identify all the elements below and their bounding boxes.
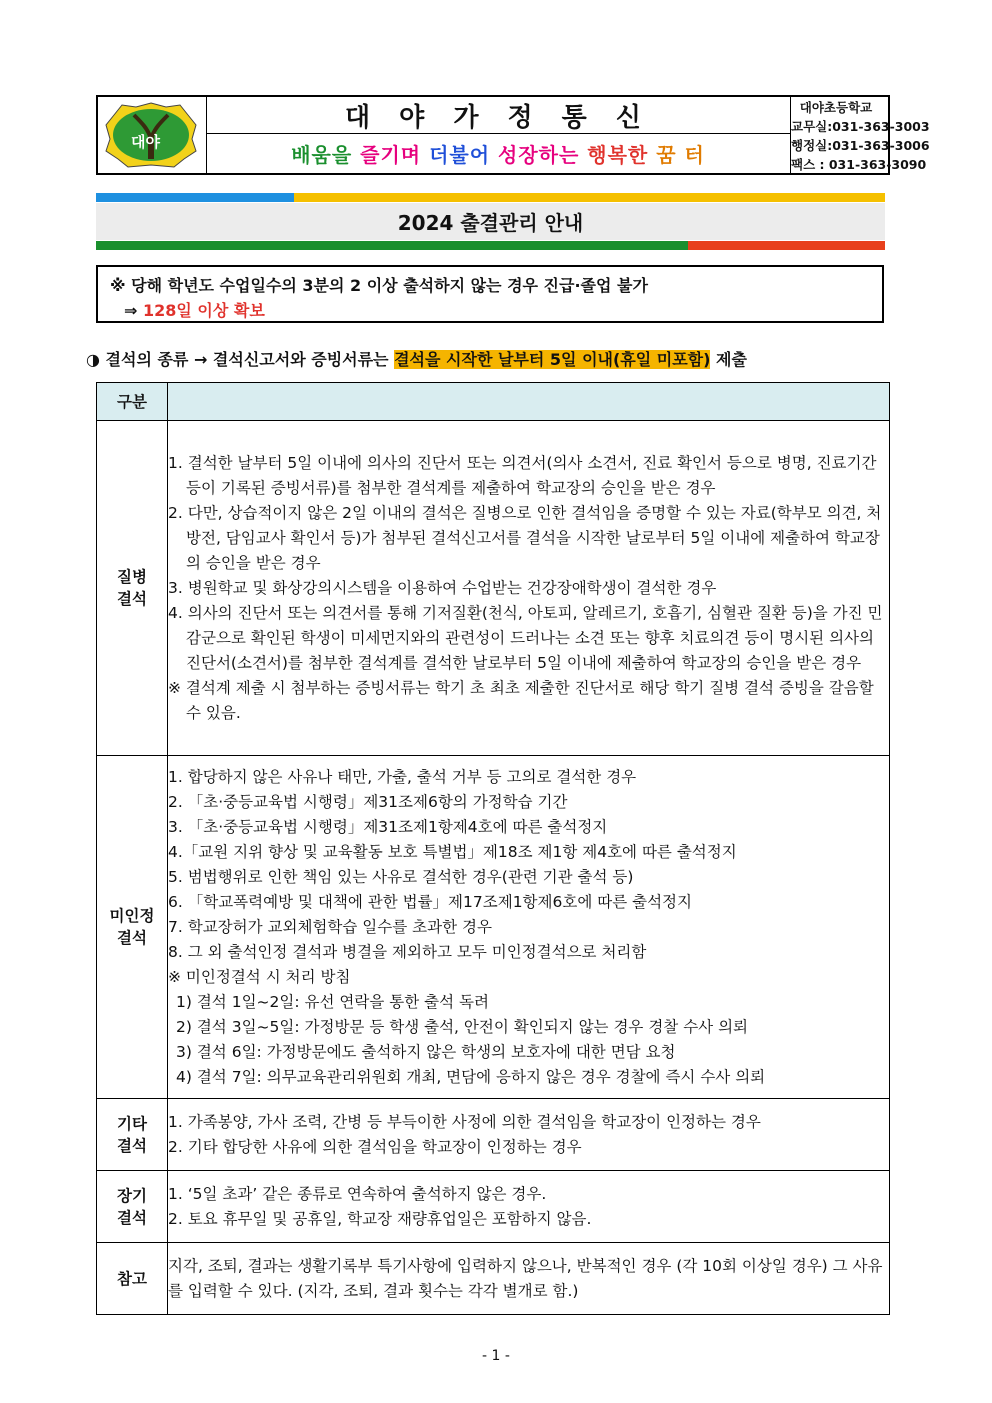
section-suffix: 제출: [710, 350, 747, 369]
motto-word: 배움을: [291, 143, 353, 167]
content-line: 7. 학교장허가 교외체험학습 일수를 초과한 경우: [168, 917, 492, 936]
notice-box: [96, 265, 884, 323]
row-category: [97, 1099, 168, 1171]
table-header-row: [97, 383, 890, 421]
category-line: 결석: [117, 590, 147, 608]
category-line: 결석: [117, 929, 147, 947]
table-row: [97, 756, 890, 1099]
section-prefix: ◑ 결석의 종류 → 결석신고서와 증빙서류는: [86, 350, 395, 369]
motto-word: 성장하는: [498, 143, 580, 167]
page-number: - 1 -: [482, 1348, 510, 1364]
content-line: 5. 범법행위로 인한 책임 있는 사유로 결석한 경우(관련 기관 출석 등): [168, 867, 634, 886]
school-name: 대야초등학교: [799, 100, 873, 115]
content-sub-line: 4) 결석 7일: 의무교육관리위원회 개최, 면담에 응하지 않은 경우 경찰에 즉시 수사 의뢰: [176, 1067, 766, 1086]
row-content: [168, 1243, 890, 1315]
row-content: [168, 756, 890, 1099]
logo-cell: [98, 97, 207, 173]
category-line: 결석: [117, 1208, 147, 1227]
row-category: [97, 1243, 168, 1315]
content-line: 4. 의사의 진단서 또는 의견서를 통해 기저질환(천식, 아토피, 알레르기, 호흡기, 심혈관 질환 등)을 가진 민감군으로 확인된 학생이 미세먼지와의 관련성이 드러나는 소견 또는 향후 치료의견 등이 명시된 의사의 진단서(소견서)를 첨부한 결석계를 결석한 날로부터 5일 이내에 제출하여 학교장의 승인을 받은 경우: [168, 603, 883, 672]
table-header-empty: [168, 383, 890, 421]
newsletter-title: 대 야 가 정 통 신: [206, 97, 791, 134]
content-line: 1. 결석한 날부터 5일 이내에 의사의 진단서 또는 의견서(의사 소견서, 진료 확인서 등으로 병명, 진료기간 등이 기록된 증빙서류)를 첨부한 결석계를 제출하여 학교장의 승인을 받은 경우: [168, 453, 877, 497]
content-line: 1. 가족봉양, 가사 조력, 간병 등 부득이한 사정에 의한 결석임을 학교장이 인정하는 경우: [168, 1112, 761, 1131]
content-line: 1. 합당하지 않은 사유나 태만, 가출, 출석 거부 등 고의로 결석한 경우: [168, 767, 637, 786]
content-line: ※ 결석계 제출 시 첨부하는 증빙서류는 학기 초 최초 제출한 진단서로 해당 학기 질병 결석 증빙을 갈음할 수 있음.: [168, 678, 874, 722]
content-line: 3. 병원학교 및 화상강의시스템을 이용하여 수업받는 건강장애학생이 결석한 경우: [168, 578, 717, 597]
category-line: 참고: [117, 1269, 147, 1288]
top-bar-blue: [96, 193, 294, 202]
section-highlight: 결석을 시작한 날부터 5일 이내(휴일 미포함): [394, 350, 711, 369]
content-sub-line: 2) 결석 3일~5일: 가정방문 등 학생 출석, 안전이 확인되지 않는 경우 경찰 수사 의뢰: [176, 1017, 749, 1036]
content-line: 2. 토요 휴무일 및 공휴일, 학교장 재량휴업일은 포함하지 않음.: [168, 1209, 592, 1228]
table-header-label: 구분: [97, 383, 168, 421]
content-line: 1. ‘5일 초과’ 같은 종류로 연속하여 출석하지 않은 경우.: [168, 1184, 547, 1203]
content-line: 6. 「학교폭력예방 및 대책에 관한 법률」제17조제1항제6호에 따른 출석정지: [168, 892, 692, 911]
content-line: 2. 「초·중등교육법 시행령」제31조제6항의 가정학습 기간: [168, 792, 568, 811]
notice-line-2: [110, 298, 882, 323]
contact-info: [791, 97, 930, 174]
table-row: [97, 1099, 890, 1171]
fax-number: 팩스 : 031-363-3090: [791, 157, 927, 172]
motto-word: 행복한: [587, 143, 649, 167]
school-motto: [206, 134, 791, 173]
office-phone: 교무실:031-363-3003: [791, 119, 930, 134]
category-line: 기타: [117, 1114, 147, 1133]
notice-arrow: ⇒: [124, 301, 143, 320]
motto-word: 꿈 터: [656, 143, 705, 167]
row-category: [97, 756, 168, 1099]
content-sub-line: 1) 결석 1일~2일: 유선 연락을 통한 출석 독려: [176, 992, 489, 1011]
row-content: [168, 1099, 890, 1171]
category-line: 미인정: [109, 907, 155, 925]
category-line: 질병: [117, 568, 147, 586]
newsletter-header: [96, 95, 930, 175]
content-line: 2. 다만, 상습적이지 않은 2일 이내의 결석은 질병으로 인한 결석임을 증명할 수 있는 자료(학부모 의견, 처방전, 담임교사 확인서 등)가 첨부된 결석신고서를 결석을 시작한 날로부터 5일 이내에 제출하여 학교장의 승인을 받은 경우: [168, 503, 882, 572]
content-line: ※ 미인정결석 시 처리 방침: [168, 967, 351, 986]
row-category: [97, 421, 168, 756]
bottom-bar-red: [688, 241, 885, 250]
motto-word: 더불어: [429, 143, 491, 167]
row-content: [168, 421, 890, 756]
school-logo-icon: [104, 101, 198, 169]
top-bar-yellow: [294, 193, 885, 202]
row-category: [97, 1171, 168, 1243]
content-line: 4.「교원 지위 향상 및 교육활동 보호 특별법」제18조 제1항 제4호에 따른 출석정지: [168, 842, 737, 861]
row-content: [168, 1171, 890, 1243]
table-row: [97, 1171, 890, 1243]
content-line: 지각, 조퇴, 결과는 생활기록부 특기사항에 입력하지 않으나, 반복적인 경우 (각 10회 이상일 경우) 그 사유를 입력할 수 있다. (지각, 조퇴, 결과 횟수는 각각 별개로 함.): [168, 1256, 883, 1300]
table-body: [97, 421, 890, 1315]
content-line: 8. 그 외 출석인정 결석과 병결을 제외하고 모두 미인정결석으로 처리함: [168, 942, 647, 961]
notice-line-1: ※ 당해 학년도 수업일수의 3분의 2 이상 출석하지 않는 경우 진급·졸업 불가: [110, 276, 648, 295]
absence-type-table: [96, 382, 890, 1315]
table-row: [97, 1243, 890, 1315]
content-sub-line: 3) 결석 6일: 가정방문에도 출석하지 않은 학생의 보호자에 대한 면담 요청: [176, 1042, 676, 1061]
bottom-bar-green: [96, 241, 688, 250]
category-line: 장기: [117, 1186, 147, 1205]
motto-word: 즐기며: [360, 143, 422, 167]
banner-title: 2024 출결관리 안내: [96, 203, 885, 240]
category-line: 결석: [117, 1136, 147, 1155]
section-heading: [86, 347, 747, 370]
admin-phone: 행정실:031-363-3006: [791, 138, 930, 153]
content-line: 3. 「초·중등교육법 시행령」제31조제1항제4호에 따른 출석정지: [168, 817, 608, 836]
notice-highlight: 128일 이상 확보: [142, 301, 265, 320]
motto-words: [291, 139, 705, 168]
logo-text: 대야: [131, 133, 160, 151]
table-row: [97, 421, 890, 756]
content-line: 2. 기타 합당한 사유에 의한 결석임을 학교장이 인정하는 경우: [168, 1137, 582, 1156]
